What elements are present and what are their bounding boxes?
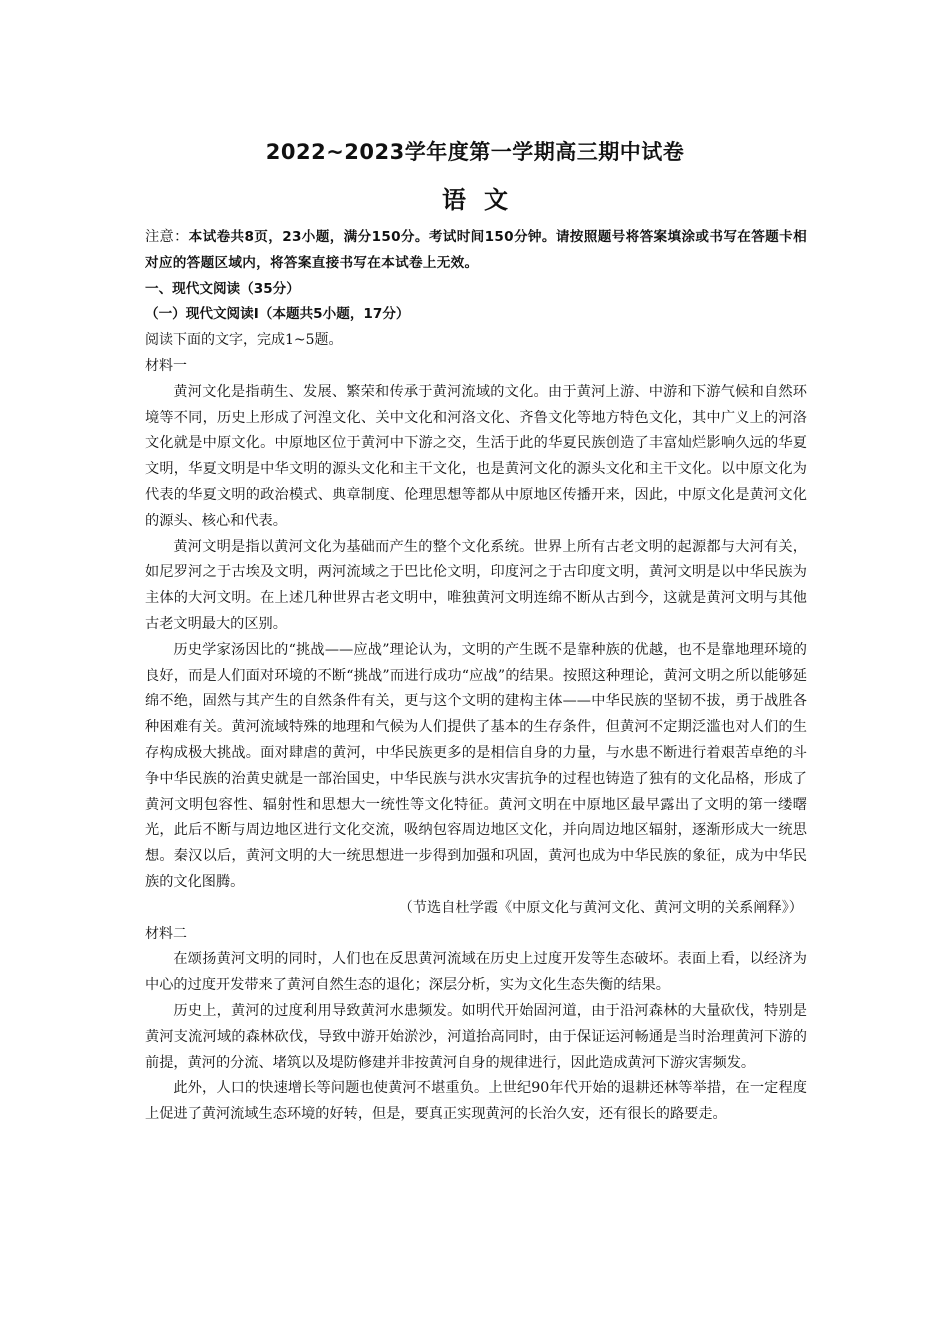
- subject-title: [0, 183, 950, 217]
- material-label: 材料二: [145, 925, 187, 942]
- source-citation: （节选自杜学霞《中原文化与黄河文化、黄河文明的关系阐释》）: [398, 899, 803, 916]
- subsection-heading: （一）现代文阅读Ⅰ（本题共5小题，17分）: [145, 306, 410, 323]
- subject-char: 文: [484, 186, 508, 214]
- notice-content: 本试卷共8页，23小题，满分150分。考试时间150分钟。请按照题号将答案填涂或书写在答题卡相对应的答题区域内，将答案直接书写在本试卷上无效。: [145, 229, 807, 271]
- exam-body: [145, 225, 807, 1128]
- subject-char: 语: [442, 186, 466, 214]
- paragraph: 此外，人口的快速增长等问题也使黄河不堪重负。上世纪90年代开始的退耕还林等举措，在一定程度上促进了黄河流域生态环境的好转，但是，要真正实现黄河的长治久安，还有很长的路要走。: [145, 1080, 807, 1123]
- section-heading: 一、现代文阅读（35分）: [145, 280, 300, 297]
- reading-instruction: 阅读下面的文字，完成1~5题。: [145, 332, 343, 349]
- exam-title: 2022~2023学年度第一学期高三期中试卷: [265, 140, 685, 164]
- notice-label: 注意：: [145, 229, 189, 245]
- paragraph: 黄河文化是指萌生、发展、繁荣和传承于黄河流域的文化。由于黄河上游、中游和下游气候和自然环境等不同，历史上形成了河湟文化、关中文化和河洛文化、齐鲁文化等地方特色文化，其中广义上的河洛文化就是中原文化。中原地区位于黄河中下游之交，生活于此的华夏民族创造了丰富灿烂影响久远的华夏文明，华夏文明是中华文明的源头文化和主干文化，也是黄河文化的源头文化和主干文化。以中原文化为代表的华夏文明的政治模式、典章制度、伦理思想等都从中原地区传播开来，因此，中原文化是黄河文化的源头、核心和代表。: [145, 383, 807, 529]
- paragraph: 在颂扬黄河文明的同时，人们也在反思黄河流域在历史上过度开发等生态破坏。表面上看，以经济为中心的过度开发带来了黄河自然生态的退化；深层分析，实为文化生态失衡的结果。: [145, 951, 807, 994]
- paragraph: 黄河文明是指以黄河文化为基础而产生的整个文化系统。世界上所有古老文明的起源都与大河有关，如尼罗河之于古埃及文明，两河流域之于巴比伦文明，印度河之于古印度文明，黄河文明是以中华民族为主体的大河文明。在上述几种世界古老文明中，唯独黄河文明连绵不断从古到今，这就是黄河文明与其他古老文明最大的区别。: [145, 538, 807, 632]
- paragraph: 历史学家汤因比的“挑战——应战”理论认为，文明的产生既不是靠种族的优越，也不是靠地理环境的良好，而是人们面对环境的不断“挑战”而进行成功“应战”的结果。按照这种理论，黄河文明之所以能够延绵不绝，固然与其产生的自然条件有关，更与这个文明的建构主体——中华民族的坚韧不拔，勇于战胜各种困难有关。黄河流域特殊的地理和气候为人们提供了基本的生存条件，但黄河不定期泛滥也对人们的生存构成极大挑战。面对肆虐的黄河，中华民族更多的是相信自身的力量，与水患不断进行着艰苦卓绝的斗争中华民族的治黄史就是一部治国史，中华民族与洪水灾害抗争的过程也铸造了独有的文化品格，形成了黄河文明包容性、辐射性和思想大一统性等文化特征。黄河文明在中原地区最早露出了文明的第一缕曙光，此后不断与周边地区进行文化交流，吸纳包容周边地区文化，并向周边地区辐射，逐渐形成大一统思想。秦汉以后，黄河文明的大一统思想进一步得到加强和巩固，黄河也成为中华民族的象征，成为中华民族的文化图腾。: [145, 641, 808, 890]
- notice: [145, 225, 807, 277]
- paragraph: 历史上，黄河的过度利用导致黄河水患频发。如明代开始固河道，由于沿河森林的大量砍伐，特别是黄河支流河域的森林砍伐，导致中游开始淤沙，河道抬高同时，由于保证运河畅通是当时治理黄河下游的前提，黄河的分流、堵筑以及堤防修建并非按黄河自身的规律进行，因此造成黄河下游灾害频发。: [145, 1002, 807, 1071]
- material-label: 材料一: [145, 357, 187, 374]
